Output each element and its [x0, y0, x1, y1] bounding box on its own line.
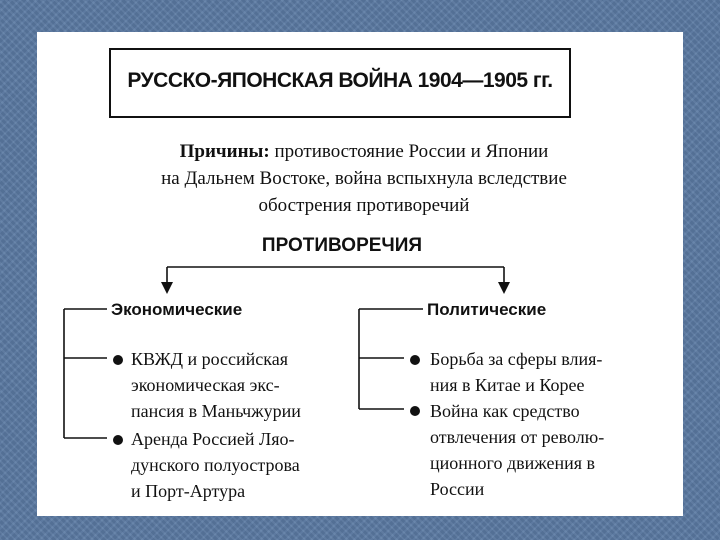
item-line: экономическая экс- — [131, 375, 280, 395]
item-line: КВЖД и российская — [131, 349, 289, 369]
causes-line-1-text: противостояние России и Японии — [274, 141, 549, 162]
item-line: Война как средство — [430, 401, 580, 421]
item-line: и Порт-Артура — [131, 481, 246, 501]
bullet-icon — [113, 355, 123, 365]
causes-label: Причины: — [179, 141, 270, 162]
arrow-right-head — [498, 282, 510, 294]
political-heading: Политические — [427, 300, 547, 319]
item-line: ционного движения в — [430, 453, 595, 473]
political-item-1 — [430, 346, 650, 398]
political-item-2 — [430, 398, 650, 502]
causes-line-3: обострения противоречий — [258, 195, 470, 216]
item-line: России — [430, 479, 485, 499]
item-line: дунского полуострова — [131, 455, 300, 475]
economic-item-2 — [131, 426, 331, 504]
contradictions-label: ПРОТИВОРЕЧИЯ — [261, 235, 423, 256]
item-line: пансия в Маньчжурии — [131, 401, 301, 421]
diagram-title: РУССКО-ЯПОНСКАЯ ВОЙНА 1904—1905 гг. — [127, 69, 553, 92]
bullet-icon — [410, 406, 420, 416]
item-line: ния в Китае и Корее — [430, 375, 585, 395]
item-line: Аренда Россией Ляо- — [131, 429, 295, 449]
item-line: Борьба за сферы влия- — [430, 349, 603, 369]
bullet-icon — [410, 355, 420, 365]
bullet-icon — [113, 435, 123, 445]
causes-line-2: на Дальнем Востоке, война вспыхнула вследствие — [161, 168, 567, 189]
arrow-left-head — [161, 282, 173, 294]
economic-heading: Экономические — [111, 300, 243, 319]
item-line: отвлечения от револю- — [430, 427, 605, 447]
slide — [37, 32, 683, 516]
economic-item-1 — [131, 346, 331, 424]
